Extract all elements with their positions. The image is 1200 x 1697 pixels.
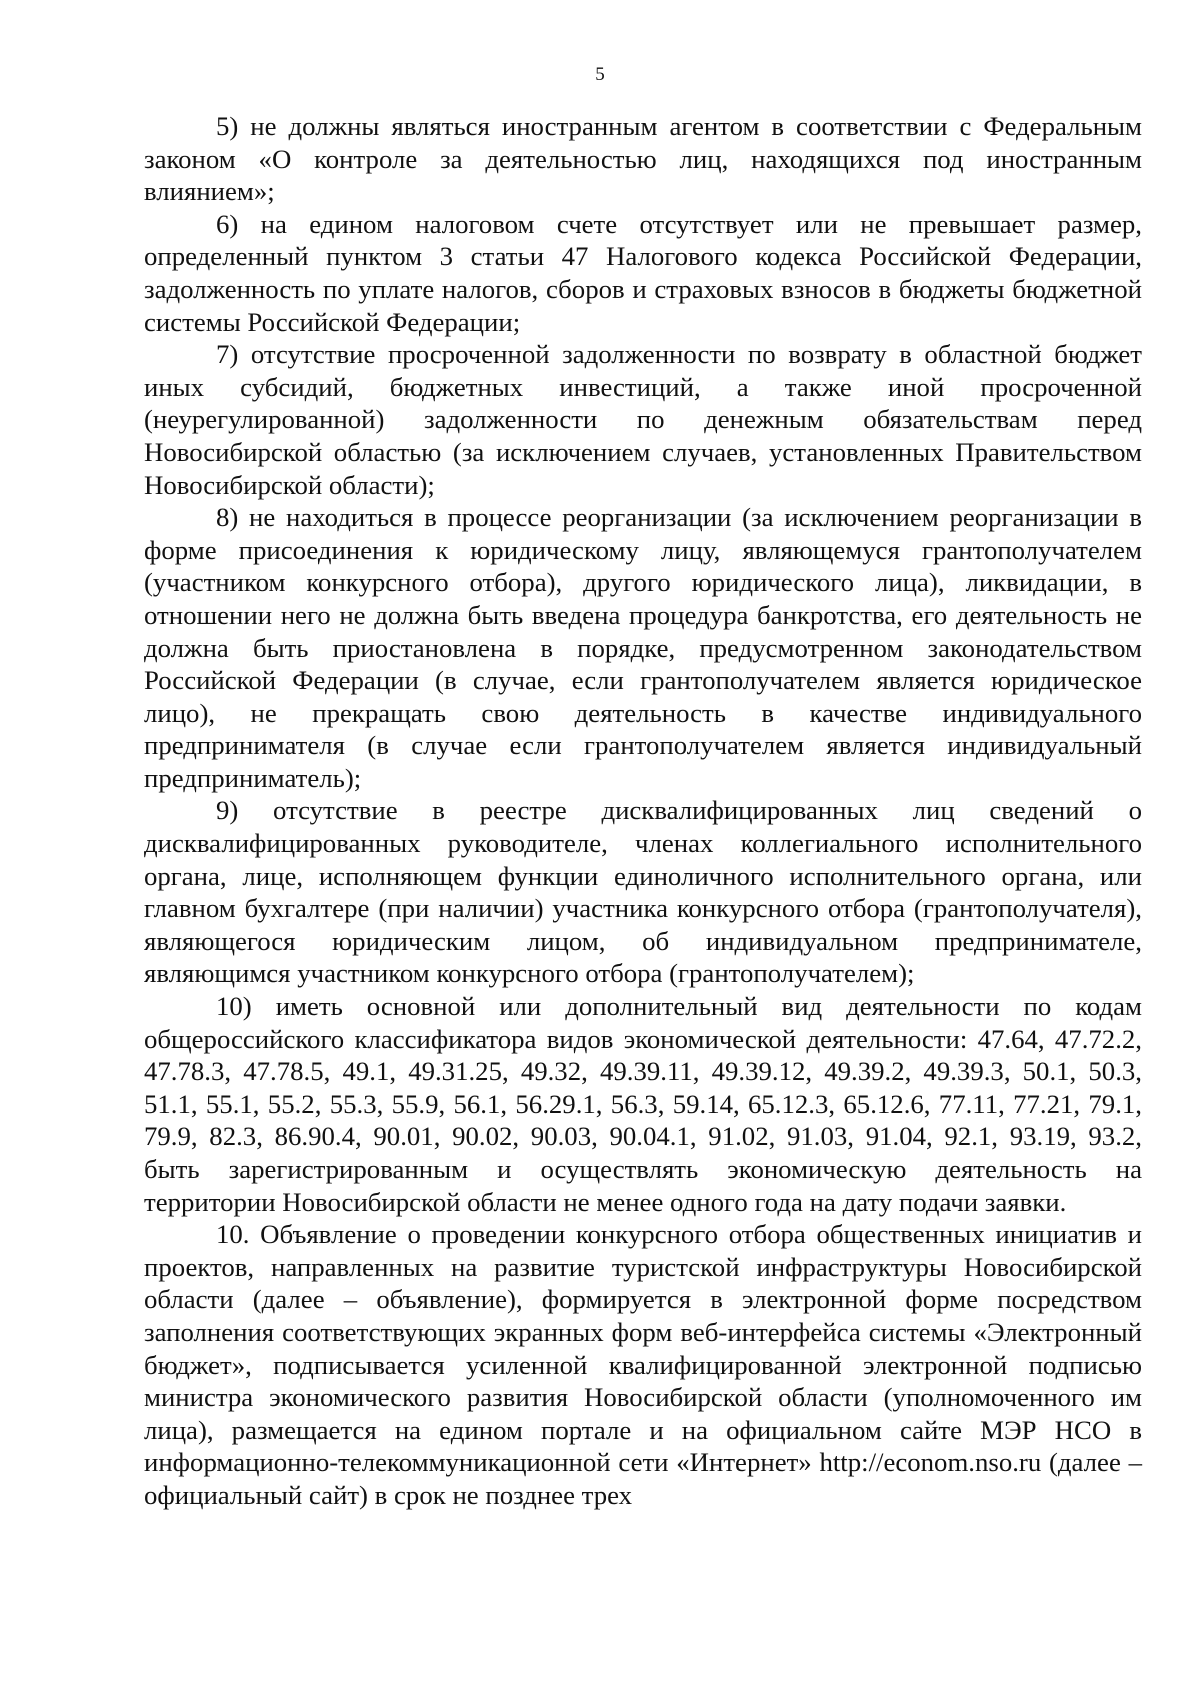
paragraph-item-5: 5) не должны являться иностранным агентом в соответствии с Федеральным законом «О контроле за деятельностью лиц, находящихся под иностранным влиянием»; xyxy=(144,111,1142,207)
document-body xyxy=(144,110,1142,1512)
section-10-text: 10. Объявление о проведении конкурсного отбора общественных инициатив и проектов, направленных на развитие туристской инфраструктуры Новосибирской области (далее – объявление), формируется в электронной форме посредством заполнения соответствующих экранных форм веб-интерфейса системы «Электронный бюджет», подписывается усиленной квалифицированной электронной подписью министра экономического развития Новосибирской области (уполномоченного им лица), размещается на едином портале и на официальном сайте МЭР НСО в информационно-телекоммуникационной сети «Интернет» xyxy=(144,1219,1142,1478)
paragraph-item-6: 6) на едином налоговом счете отсутствует или не превышает размер, определенный пунктом 3 статьи 47 Налогового кодекса Российской Федерации, задолженность по уплате налогов, сборов и страховых взносов в бюджеты бюджетной системы Российской Федерации; xyxy=(144,208,1142,337)
paragraph-item-10: 10) иметь основной или дополнительный вид деятельности по кодам общероссийского классификатора видов экономической деятельности: 47.64, 47.72.2, 47.78.3, 47.78.5, 49.1, 49.31.25, 49.32, 49.39.11, 49.39.12, 49.39.2, 49.39.3, 50.1, 50.3, 51.1, 55.1, 55.2, 55.3, 55.9, 56.1, 56.29.1, 56.3, 59.14, 65.12.3, 65.12.6, 77.11, 77.21, 79.1, 79.9, 82.3, 86.90.4, 90.01, 90.02, 90.03, 90.04.1, 91.02, 91.03, 91.04, 92.1, 93.19, 93.2, быть зарегистрированным и осуществлять экономическую деятельность на территории Новосибирской области не менее одного года на дату подачи заявки. xyxy=(144,991,1142,1217)
paragraph-item-8: 8) не находиться в процессе реорганизации (за исключением реорганизации в форме присоединения к юридическому лицу, являющемуся грантополучателем (участником конкурсного отбора), другого юридического лица), ликвидации, в отношении него не должна быть введена процедура банкротства, его деятельность не должна быть приостановлена в порядке, предусмотренном законодательством Российской Федерации (в случае, если грантополучателем является юридическое лицо), не прекращать свою деятельность в качестве индивидуального предпринимателя (в случае если грантополучателем является индивидуальный предприниматель); xyxy=(144,502,1142,793)
paragraph-item-7: 7) отсутствие просроченной задолженности по возврату в областной бюджет иных субсидий, бюджетных инвестиций, а также иной просроченной (неурегулированной) задолженности по денежным обязательствам перед Новосибирской областью (за исключением случаев, установленных Правительством Новосибирской области); xyxy=(144,339,1142,500)
page-number: 5 xyxy=(595,64,605,85)
paragraph-item-9: 9) отсутствие в реестре дисквалифицированных лиц сведений о дисквалифицированных руководителе, членах коллегиального исполнительного органа, лице, исполняющем функции единоличного исполнительного органа, или главном бухгалтере (при наличии) участника конкурсного отбора (грантополучателя), являющегося юридическим лицом, об индивидуальном предпринимателе, являющимся участником конкурсного отбора (грантополучателем); xyxy=(144,795,1142,989)
section-10-text-end: (далее – официальный сайт) в срок не позднее трех xyxy=(144,1447,1142,1510)
paragraph-section-10 xyxy=(144,1218,1142,1511)
official-site-link[interactable]: http://econom.nso.ru xyxy=(819,1447,1042,1478)
